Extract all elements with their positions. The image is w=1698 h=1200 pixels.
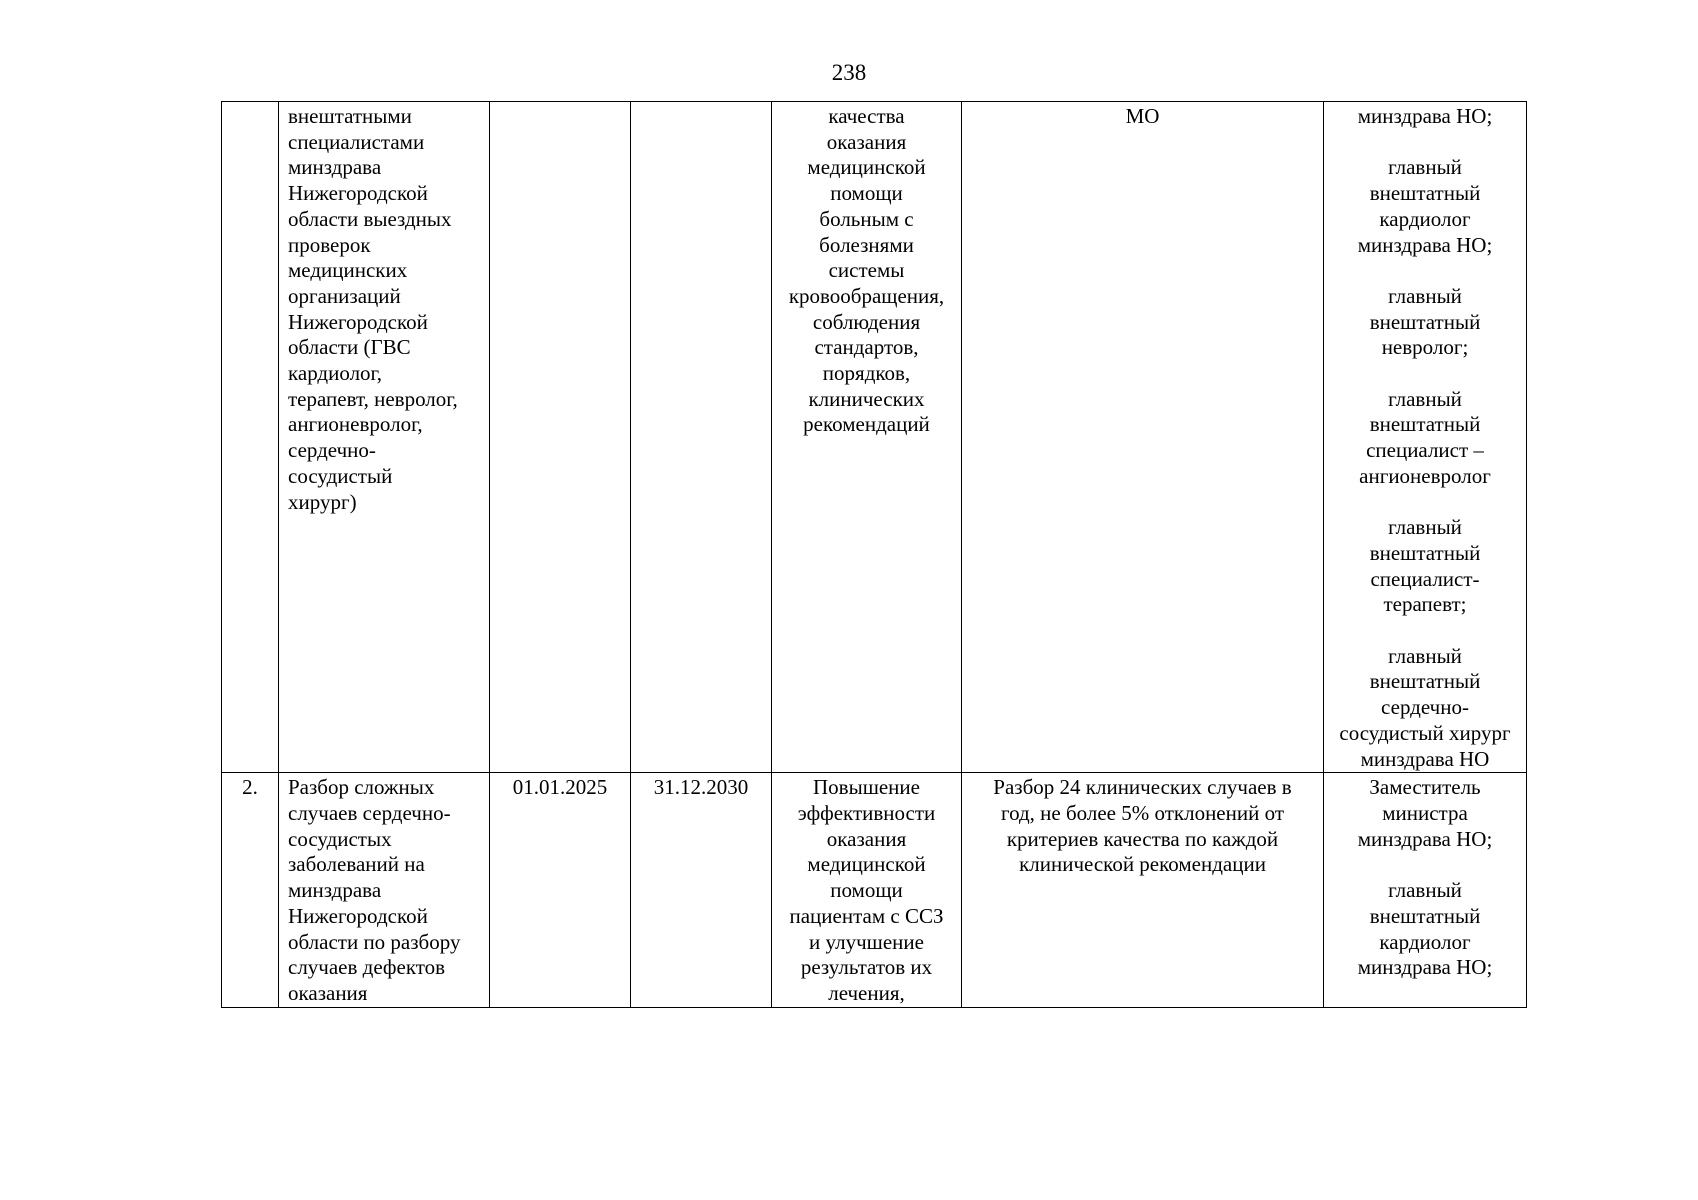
responsible-cell: минздрава НО; главный внештатный кардиолог минздрава НО; главный внештатный невролог; главный внештатный специалист – ангионевролог главный внештатный специалист- терапевт; главный внештатный сердечно- сосудистый хирург минздрава НО	[1324, 102, 1527, 773]
responsible-cell: Заместитель министра минздрава НО; главный внештатный кардиолог минздрава НО;	[1324, 773, 1527, 1007]
goal-cell: Повышение эффективности оказания медицинской помощи пациентам с ССЗ и улучшение результатов их лечения,	[772, 773, 962, 1007]
page-number: 238	[831, 60, 867, 85]
result-cell: Разбор 24 клинических случаев в год, не более 5% отклонений от критериев качества по каждой клинической рекомендации	[962, 773, 1324, 1007]
result-cell: МО	[962, 102, 1324, 773]
activity-table	[221, 101, 1527, 1008]
goal-cell: качества оказания медицинской помощи больным с болезнями системы кровообращения, соблюдения стандартов, порядков, клинических рекомендаций	[772, 102, 962, 773]
row-number-cell: 2.	[222, 773, 279, 1007]
table-row	[222, 773, 1527, 1007]
activity-name-cell: Разбор сложных случаев сердечно- сосудистых заболеваний на минздрава Нижегородской области по разбору случаев дефектов оказания	[279, 773, 490, 1007]
end-date-cell: 31.12.2030	[631, 773, 772, 1007]
row-number-cell	[222, 102, 279, 773]
table-row	[222, 102, 1527, 773]
start-date-cell	[490, 102, 631, 773]
end-date-cell	[631, 102, 772, 773]
start-date-cell: 01.01.2025	[490, 773, 631, 1007]
activity-name-cell: внештатными специалистами минздрава Нижегородской области выездных проверок медицинских организаций Нижегородской области (ГВС кардиолог, терапевт, невролог, ангионевролог, сердечно- сосудистый хирург)	[279, 102, 490, 773]
